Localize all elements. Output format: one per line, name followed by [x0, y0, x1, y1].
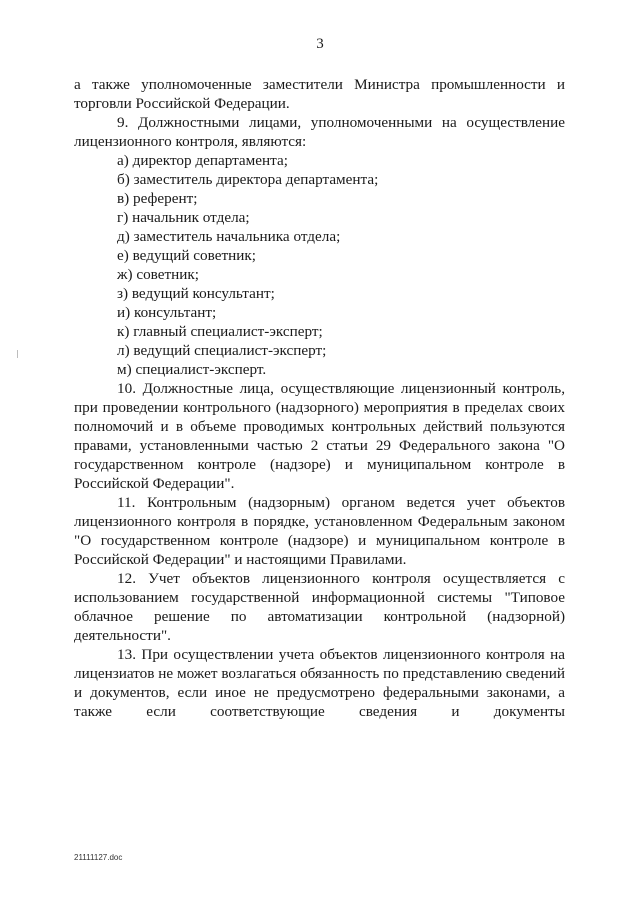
list-item: з) ведущий консультант; — [117, 285, 275, 302]
paragraph-13: 13. При осуществлении учета объектов лицензионного контроля на лицензиатов не может возлагаться обязанность по представлению сведений и документов, если иное не предусмотрено федеральными законами, а также если соответствующие сведения и документы — [74, 646, 565, 720]
paragraph-9: 9. Должностными лицами, уполномоченными на осуществление лицензионного контроля, являются: — [74, 114, 565, 150]
list-item: и) консультант; — [117, 304, 217, 321]
document-body — [74, 75, 565, 721]
list-item: м) специалист-эксперт. — [117, 361, 267, 378]
list-item: в) референт; — [117, 190, 198, 207]
list-item: к) главный специалист-эксперт; — [117, 323, 323, 340]
officials-list — [74, 151, 565, 379]
list-item: а) директор департамента; — [117, 152, 288, 169]
list-item: б) заместитель директора департамента; — [117, 171, 379, 188]
paragraph-12: 12. Учет объектов лицензионного контроля осуществляется с использованием государственной информационной системы "Типовое облачное решение по автоматизации контрольной (надзорной) деятельности". — [74, 570, 565, 644]
list-item: ж) советник; — [117, 266, 199, 283]
paragraph-10: 10. Должностные лица, осуществляющие лицензионный контроль, при проведении контрольного (надзорного) мероприятия в пределах своих полномочий и в объеме проводимых контрольных действий пользуются правами, установленными частью 2 статьи 29 Федерального закона "О государственном контроле (надзоре) и муниципальном контроле в Российской Федерации". — [74, 380, 565, 492]
list-item: е) ведущий советник; — [117, 247, 256, 264]
paragraph-11: 11. Контрольным (надзорным) органом ведется учет объектов лицензионного контроля в порядке, установленном Федеральным законом "О государственном контроле (надзоре) и муниципальном контроле в Российской Федерации" и настоящими Правилами. — [74, 494, 565, 568]
list-item: д) заместитель начальника отдела; — [117, 228, 341, 245]
page-number: 3 — [316, 36, 324, 52]
document-file-code: 21111127.doc — [74, 853, 123, 862]
paragraph-continuation: а также уполномоченные заместители Министра промышленности и торговли Российской Федерации. — [74, 76, 565, 112]
list-item: г) начальник отдела; — [117, 209, 250, 226]
margin-mark — [17, 350, 18, 358]
list-item: л) ведущий специалист-эксперт; — [117, 342, 327, 359]
